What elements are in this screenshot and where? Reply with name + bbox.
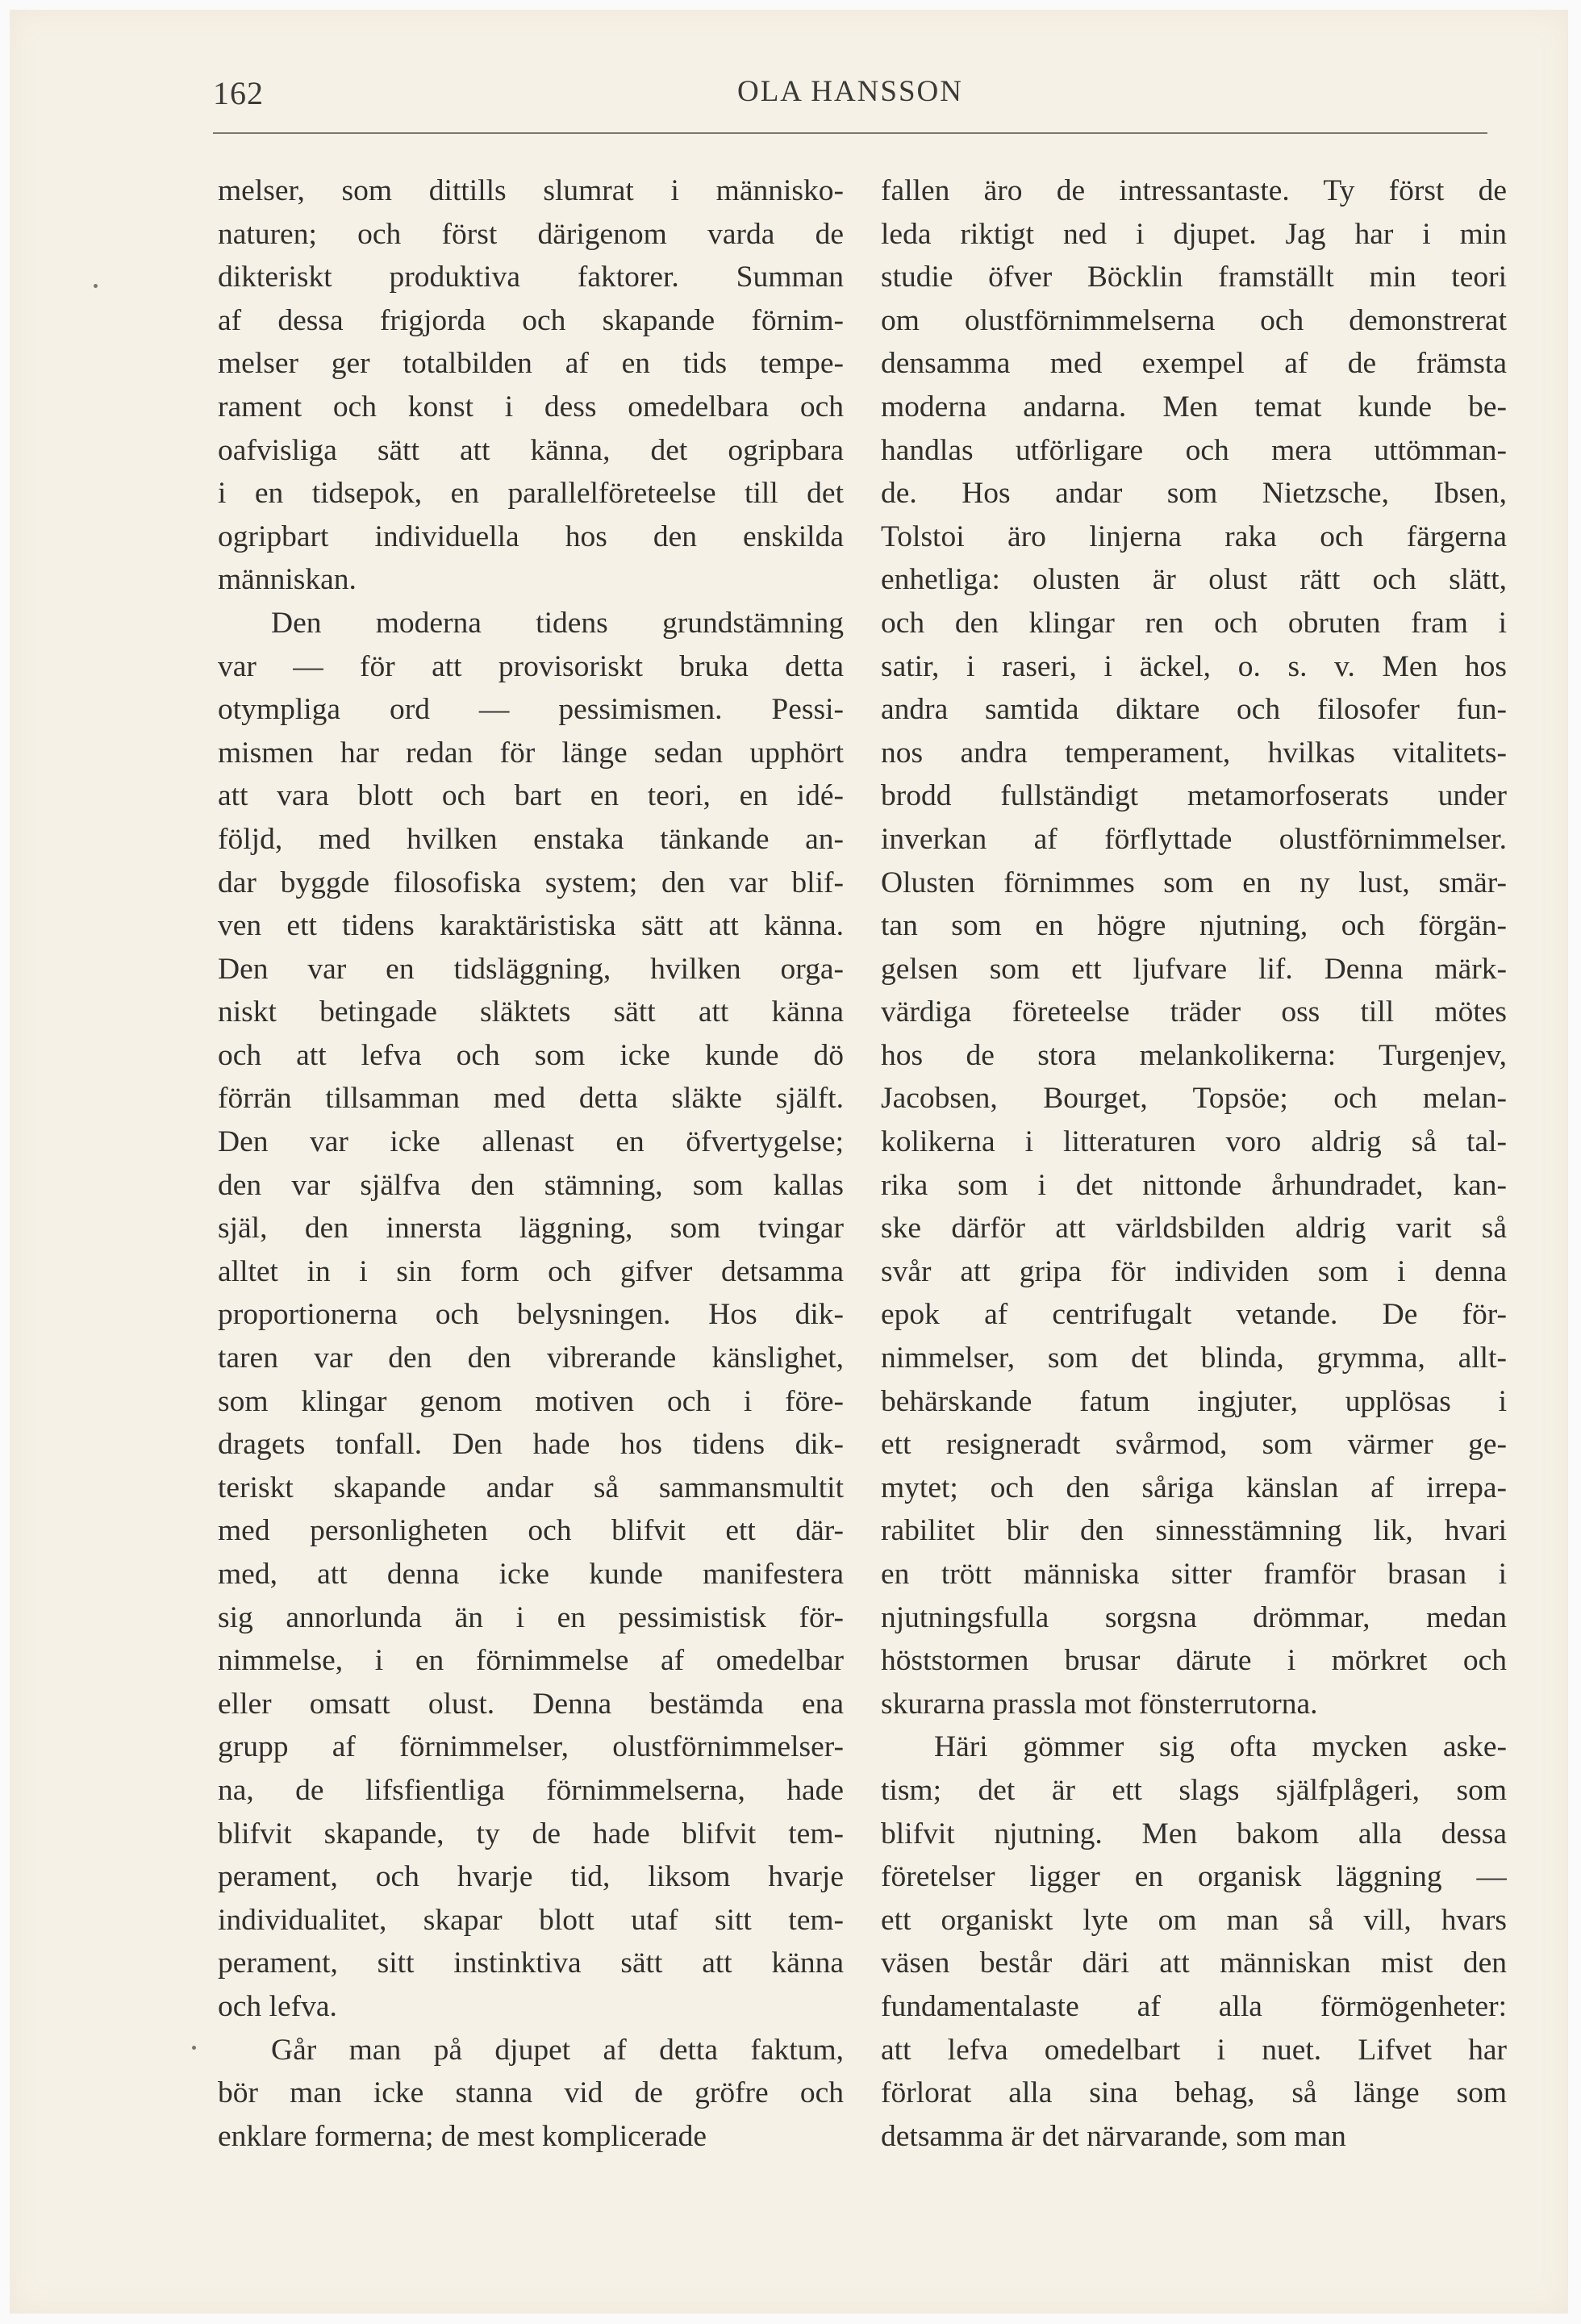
text-line: människan. (218, 563, 357, 597)
page-header (213, 74, 1487, 123)
text-line: följd, med hvilken enstaka tänkande an- (218, 822, 844, 856)
text-line: melser, som dittills slumrat i människo- (218, 174, 844, 207)
text-line: epok af centrifugalt vetande. De för- (881, 1298, 1507, 1332)
text-line: dar byggde filosofiska system; den var blif- (218, 866, 844, 899)
text-line: proportionerna och belysningen. Hos dik- (218, 1298, 844, 1332)
text-line: mytet; och den såriga känslan af irrepa- (881, 1471, 1507, 1504)
text-line: alltet in i sin form och gifver detsamma (218, 1254, 844, 1288)
text-line: företelser ligger en organisk läggning — (881, 1860, 1507, 1894)
text-line: värdiga företeelse träder oss till mötes (881, 995, 1507, 1029)
text-line: gelsen som ett ljufvare lif. Denna märk- (881, 952, 1507, 986)
text-line: kolikerna i litteraturen voro aldrig så tal- (881, 1125, 1507, 1159)
text-line: Häri gömmer sig ofta mycken aske- (934, 1730, 1507, 1764)
text-line: väsen består däri att människan mist den (881, 1946, 1507, 1980)
text-line: handlas utförligare och mera uttömman- (881, 433, 1507, 467)
text-line: ett organiskt lyte om man så vill, hvars (881, 1903, 1507, 1937)
text-line: förlorat alla sina behag, så länge som (881, 2076, 1507, 2110)
text-line: enhetliga: olusten är olust rätt och slätt, (881, 563, 1507, 597)
text-line: na, de lifsfientliga förnimmelserna, hade (218, 1773, 844, 1807)
text-line: perament, och hvarje tid, liksom hvarje (218, 1860, 844, 1894)
text-line: en trött människa sitter framför brasan i (881, 1558, 1507, 1591)
text-line: naturen; och först därigenom varda de (218, 217, 844, 251)
left-column (218, 169, 844, 2158)
text-line: leda riktigt ned i djupet. Jag har i min (881, 217, 1507, 251)
running-title: OLA HANSSON (736, 75, 963, 108)
text-line: höststormen brusar därute i mörkret och (881, 1644, 1507, 1678)
text-line: dragets tonfall. Den hade hos tidens dik- (218, 1428, 844, 1462)
text-line: brodd fullständigt metamorfoserats under (881, 779, 1507, 813)
text-line: ogripbart individuella hos den enskilda (218, 519, 844, 553)
text-line: som klingar genom motiven och i före- (218, 1384, 844, 1418)
text-line: Jacobsen, Bourget, Topsöe; och melan- (881, 1082, 1507, 1116)
text-line: fallen äro de intressantaste. Ty först de (881, 174, 1507, 207)
text-line: Den var icke allenast en öfvertygelse; (218, 1125, 844, 1159)
text-line: rika som i det nittonde århundradet, kan- (881, 1168, 1507, 1202)
text-line: Den var en tidsläggning, hvilken orga- (218, 952, 844, 986)
text-line: taren var den den vibrerande känslighet, (218, 1341, 844, 1375)
text-line: behärskande fatum ingjuter, upplösas i (881, 1384, 1507, 1418)
text-line: hos de stora melankolikerna: Turgenjev, (881, 1038, 1507, 1072)
text-line: nimmelser, som det blinda, grymma, allt- (881, 1341, 1507, 1375)
text-line: själ, den innersta läggning, som tvingar (218, 1212, 844, 1245)
text-line: tan som en högre njutning, och förgän- (881, 909, 1507, 943)
text-line: blifvit njutning. Men bakom alla dessa (881, 1817, 1507, 1850)
text-line: den var själfva den stämning, som kallas (218, 1168, 844, 1202)
text-line: andra samtida diktare och filosofer fun- (881, 693, 1507, 727)
text-line: Tolstoi äro linjerna raka och färgerna (881, 519, 1507, 553)
text-line: melser ger totalbilden af en tids tempe- (218, 347, 844, 381)
text-line: de. Hos andar som Nietzsche, Ibsen, (881, 477, 1507, 511)
text-line: otympliga ord — pessimismen. Pessi- (218, 693, 844, 727)
text-line: detsamma är det närvarande, som man (881, 2119, 1346, 2153)
text-line: svår att gripa för individen som i denna (881, 1254, 1507, 1288)
text-line: blifvit skapande, ty de hade blifvit tem- (218, 1817, 844, 1850)
text-line: bör man icke stanna vid de gröfre och (218, 2076, 844, 2110)
text-line: dikteriskt produktiva faktorer. Summan (218, 261, 844, 294)
text-line: och den klingar ren och obruten fram i (881, 606, 1507, 640)
text-line: med personligheten och blifvit ett där- (218, 1514, 844, 1548)
text-line: tism; det är ett slags själfplågeri, som (881, 1773, 1507, 1807)
text-line: enklare formerna; de mest komplicerade (218, 2119, 707, 2153)
text-line: nimmelse, i en förnimmelse af omedelbar (218, 1644, 844, 1678)
text-line: moderna andarna. Men temat kunde be- (881, 390, 1507, 423)
text-line: oafvisliga sätt att känna, det ogripbara (218, 433, 844, 467)
text-line: satir, i raseri, i äckel, o. s. v. Men hos (881, 649, 1507, 683)
text-line: och att lefva och som icke kunde dö (218, 1038, 844, 1072)
stray-mark (94, 284, 98, 288)
page-number: 162 (213, 75, 264, 111)
text-line: nos andra temperament, hvilkas vitalitets- (881, 736, 1507, 770)
text-line: mismen har redan för länge sedan upphört (218, 736, 844, 770)
text-line: Går man på djupet af detta faktum, (271, 2033, 844, 2067)
text-line: var — för att provisoriskt bruka detta (218, 649, 844, 683)
text-line: eller omsatt olust. Denna bestämda ena (218, 1687, 844, 1721)
text-line: att lefva omedelbart i nuet. Lifvet har (881, 2033, 1507, 2067)
text-line: densamma med exempel af de främsta (881, 347, 1507, 381)
text-line: att vara blott och bart en teori, en idé- (218, 779, 844, 813)
text-line: Den moderna tidens grundstämning (271, 606, 844, 640)
text-line: af dessa frigjorda och skapande förnim- (218, 303, 844, 337)
stray-mark (192, 2046, 196, 2050)
text-line: individualitet, skapar blott utaf sitt tem- (218, 1903, 844, 1937)
text-line: med, att denna icke kunde manifestera (218, 1558, 844, 1591)
text-line: perament, sitt instinktiva sätt att känna (218, 1946, 844, 1980)
text-line: förrän tillsamman med detta släkte själft. (218, 1082, 844, 1116)
text-line: ske därför att världsbilden aldrig varit så (881, 1212, 1507, 1245)
text-line: studie öfver Böcklin framställt min teori (881, 261, 1507, 294)
text-line: fundamentalaste af alla förmögenheter: (881, 1989, 1507, 2023)
text-line: om olustförnimmelserna och demonstrerat (881, 303, 1507, 337)
text-line: niskt betingade släktets sätt att känna (218, 995, 844, 1029)
text-line: Olusten förnimmes som en ny lust, smär- (881, 866, 1507, 899)
text-line: ven ett tidens karaktäristiska sätt att känna. (218, 909, 844, 943)
header-rule (213, 132, 1487, 134)
right-column (881, 169, 1507, 2158)
text-line: rabilitet blir den sinnesstämning lik, hvari (881, 1514, 1507, 1548)
text-line: sig annorlunda än i en pessimistisk för- (218, 1600, 844, 1634)
text-line: ett resigneradt svårmod, som värmer ge- (881, 1428, 1507, 1462)
text-line: och lefva. (218, 1989, 337, 2023)
text-line: teriskt skapande andar så sammansmultit (218, 1471, 844, 1504)
text-line: i en tidsepok, en parallelföreteelse till det (218, 477, 844, 511)
text-line: rament och konst i dess omedelbara och (218, 390, 844, 423)
text-line: grupp af förnimmelser, olustförnimmelser- (218, 1730, 844, 1764)
text-line: njutningsfulla sorgsna drömmar, medan (881, 1600, 1507, 1634)
text-line: skurarna prassla mot fönsterrutorna. (881, 1687, 1318, 1721)
text-line: inverkan af förflyttade olustförnimmelser. (881, 822, 1507, 856)
